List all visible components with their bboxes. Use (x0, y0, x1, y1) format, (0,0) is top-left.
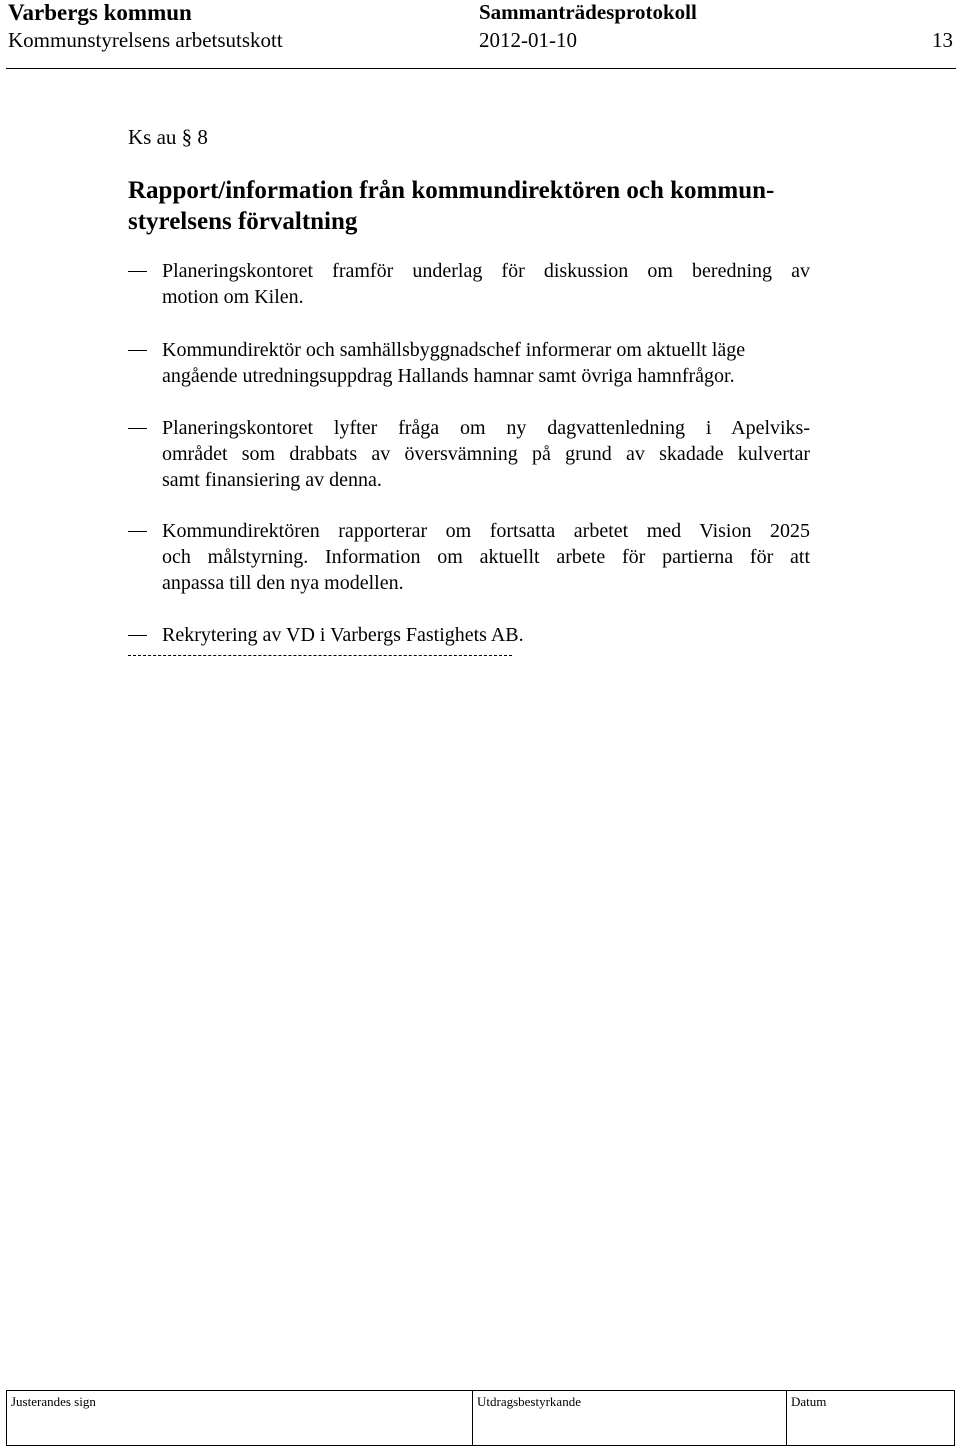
signature-table (6, 1390, 955, 1446)
list-item-line: och målstyrning. Information om aktuellt arbete för partierna för att (162, 546, 810, 568)
list-item-line: motion om Kilen. (162, 286, 304, 308)
list-item-line: angående utredningsuppdrag Hallands hamnar samt övriga hamnfrågor. (162, 365, 735, 387)
list-item (128, 518, 810, 596)
adjuster-sign-cell: Justerandes sign (7, 1391, 473, 1446)
dash-bullet-icon (128, 428, 147, 429)
dash-bullet-icon (128, 350, 147, 351)
document-type: Sammanträdesprotokoll (479, 0, 697, 24)
dash-bullet-icon (128, 271, 147, 272)
paragraph-reference: Ks au § 8 (128, 125, 208, 149)
meeting-date: 2012-01-10 (479, 28, 577, 52)
page-number: 13 (932, 28, 953, 52)
list-item (128, 415, 810, 493)
list-item-line: området som drabbats av översvämning på grund av skadade kulvertar (162, 443, 810, 465)
dash-bullet-icon (128, 531, 147, 532)
list-item-line: Kommundirektören rapporterar om fortsatta arbetet med Vision 2025 (162, 520, 810, 542)
section-end-divider (128, 655, 512, 656)
section-title-line: Rapport/information från kommundirektören och kommun- (128, 177, 775, 204)
list-item (128, 337, 810, 389)
list-item-line: anpassa till den nya modellen. (162, 572, 404, 594)
list-item (128, 622, 810, 648)
list-item-line: Rekrytering av VD i Varbergs Fastighets AB. (162, 624, 524, 646)
date-cell: Datum (787, 1391, 955, 1446)
dash-bullet-icon (128, 635, 147, 636)
committee-name: Kommunstyrelsens arbetsutskott (8, 28, 283, 52)
list-item-line: Planeringskontoret lyfter fråga om ny dagvattenledning i Apelviks- (162, 417, 810, 439)
list-item-line: Planeringskontoret framför underlag för diskussion om beredning av (162, 260, 810, 282)
excerpt-certification-cell: Utdragsbestyrkande (473, 1391, 787, 1446)
section-title-line: styrelsens förvaltning (128, 208, 358, 235)
list-item-line: Kommundirektör och samhällsbyggnadschef informerar om aktuellt läge (162, 339, 746, 361)
list-item (128, 258, 810, 310)
section-title (128, 175, 818, 237)
organization-name: Varbergs kommun (8, 0, 192, 25)
list-item-line: samt finansiering av denna. (162, 469, 382, 491)
header-divider (6, 68, 956, 69)
